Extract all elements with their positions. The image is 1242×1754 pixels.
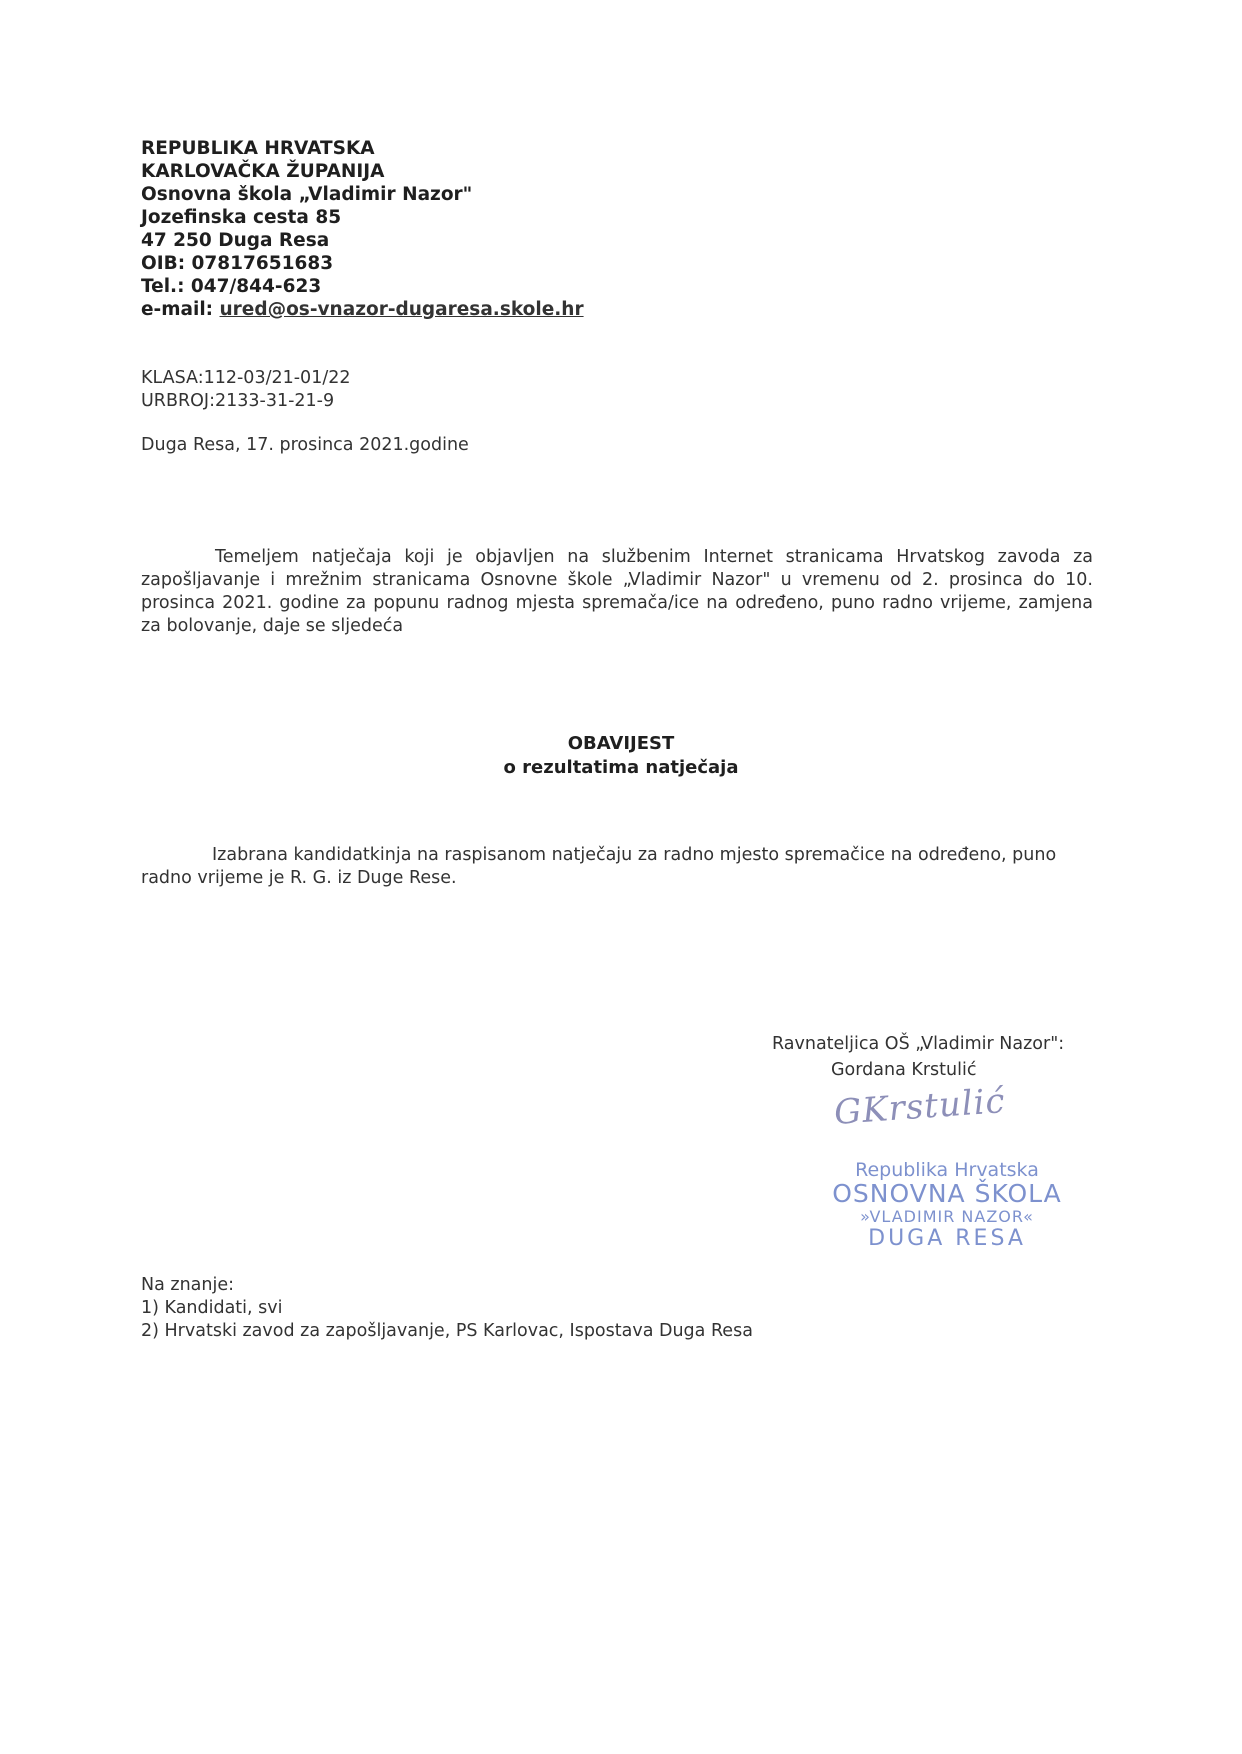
notice-title: OBAVIJEST (567, 733, 675, 754)
result-paragraph: Izabrana kandidatkinja na raspisanom natječaju za radno mjesto spremačice na određeno, puno radno vrijeme je R. G. iz Duge Rese. (141, 845, 1057, 888)
stamp-line-4: DUGA RESA (868, 1226, 1026, 1251)
klasa: KLASA:112-03/21-01/22 (141, 368, 351, 388)
letterhead-county: KARLOVAČKA ŽUPANIJA (141, 161, 385, 182)
letterhead-country: REPUBLIKA HRVATSKA (141, 138, 375, 159)
letterhead-street: Jozefinska cesta 85 (141, 207, 342, 228)
letterhead-city: 47 250 Duga Resa (141, 230, 330, 251)
stamp-line-3: »VLADIMIR NAZOR« (860, 1207, 1034, 1226)
stamp-line-2: OSNOVNA ŠKOLA (832, 1179, 1062, 1208)
email-link[interactable]: ured@os-vnazor-dugaresa.skole.hr (219, 299, 584, 320)
school-stamp (818, 1159, 1076, 1251)
signatory-block (772, 1031, 1064, 1083)
distribution-item: 1) Kandidati, svi (141, 1298, 283, 1318)
urbroj: URBROJ:2133-31-21-9 (141, 391, 335, 411)
intro-paragraph: Temeljem natječaja koji je objavljen na službenim Internet stranicama Hrvatskog zavoda za zapošljavanje i mrežnim stranicama Osnovne škole „Vladimir Nazor" u vremenu od 2. prosinca do 10. prosinca 2021. godine za popunu radnog mjesta spremača/ice na određeno, puno radno vrijeme, zamjena za bolovanje, daje se sljedeća (141, 547, 1093, 636)
handwritten-signature: GKrstulić (832, 1081, 1007, 1133)
distribution-item: 2) Hrvatski zavod za zapošljavanje, PS Karlovac, Ispostava Duga Resa (141, 1321, 753, 1341)
email-label: e-mail: (141, 299, 220, 320)
distribution-list (141, 1274, 753, 1343)
distribution-label: Na znanje: (141, 1275, 234, 1295)
document-date: Duga Resa, 17. prosinca 2021.godine (141, 435, 469, 455)
notice-subtitle: o rezultatima natječaja (503, 757, 739, 778)
stamp-line-1: Republika Hrvatska (855, 1159, 1039, 1181)
letterhead-school: Osnovna škola „Vladimir Nazor" (141, 184, 473, 205)
signatory-name: Gordana Krstulić (831, 1060, 977, 1080)
letterhead (141, 137, 584, 321)
letterhead-email-line (141, 298, 584, 321)
letterhead-oib: OIB: 07817651683 (141, 253, 334, 274)
letterhead-phone: Tel.: 047/844-623 (141, 276, 322, 297)
notice-heading (0, 732, 1242, 780)
reference-numbers (141, 367, 351, 413)
signatory-title: Ravnateljica OŠ „Vladimir Nazor": (772, 1034, 1065, 1054)
